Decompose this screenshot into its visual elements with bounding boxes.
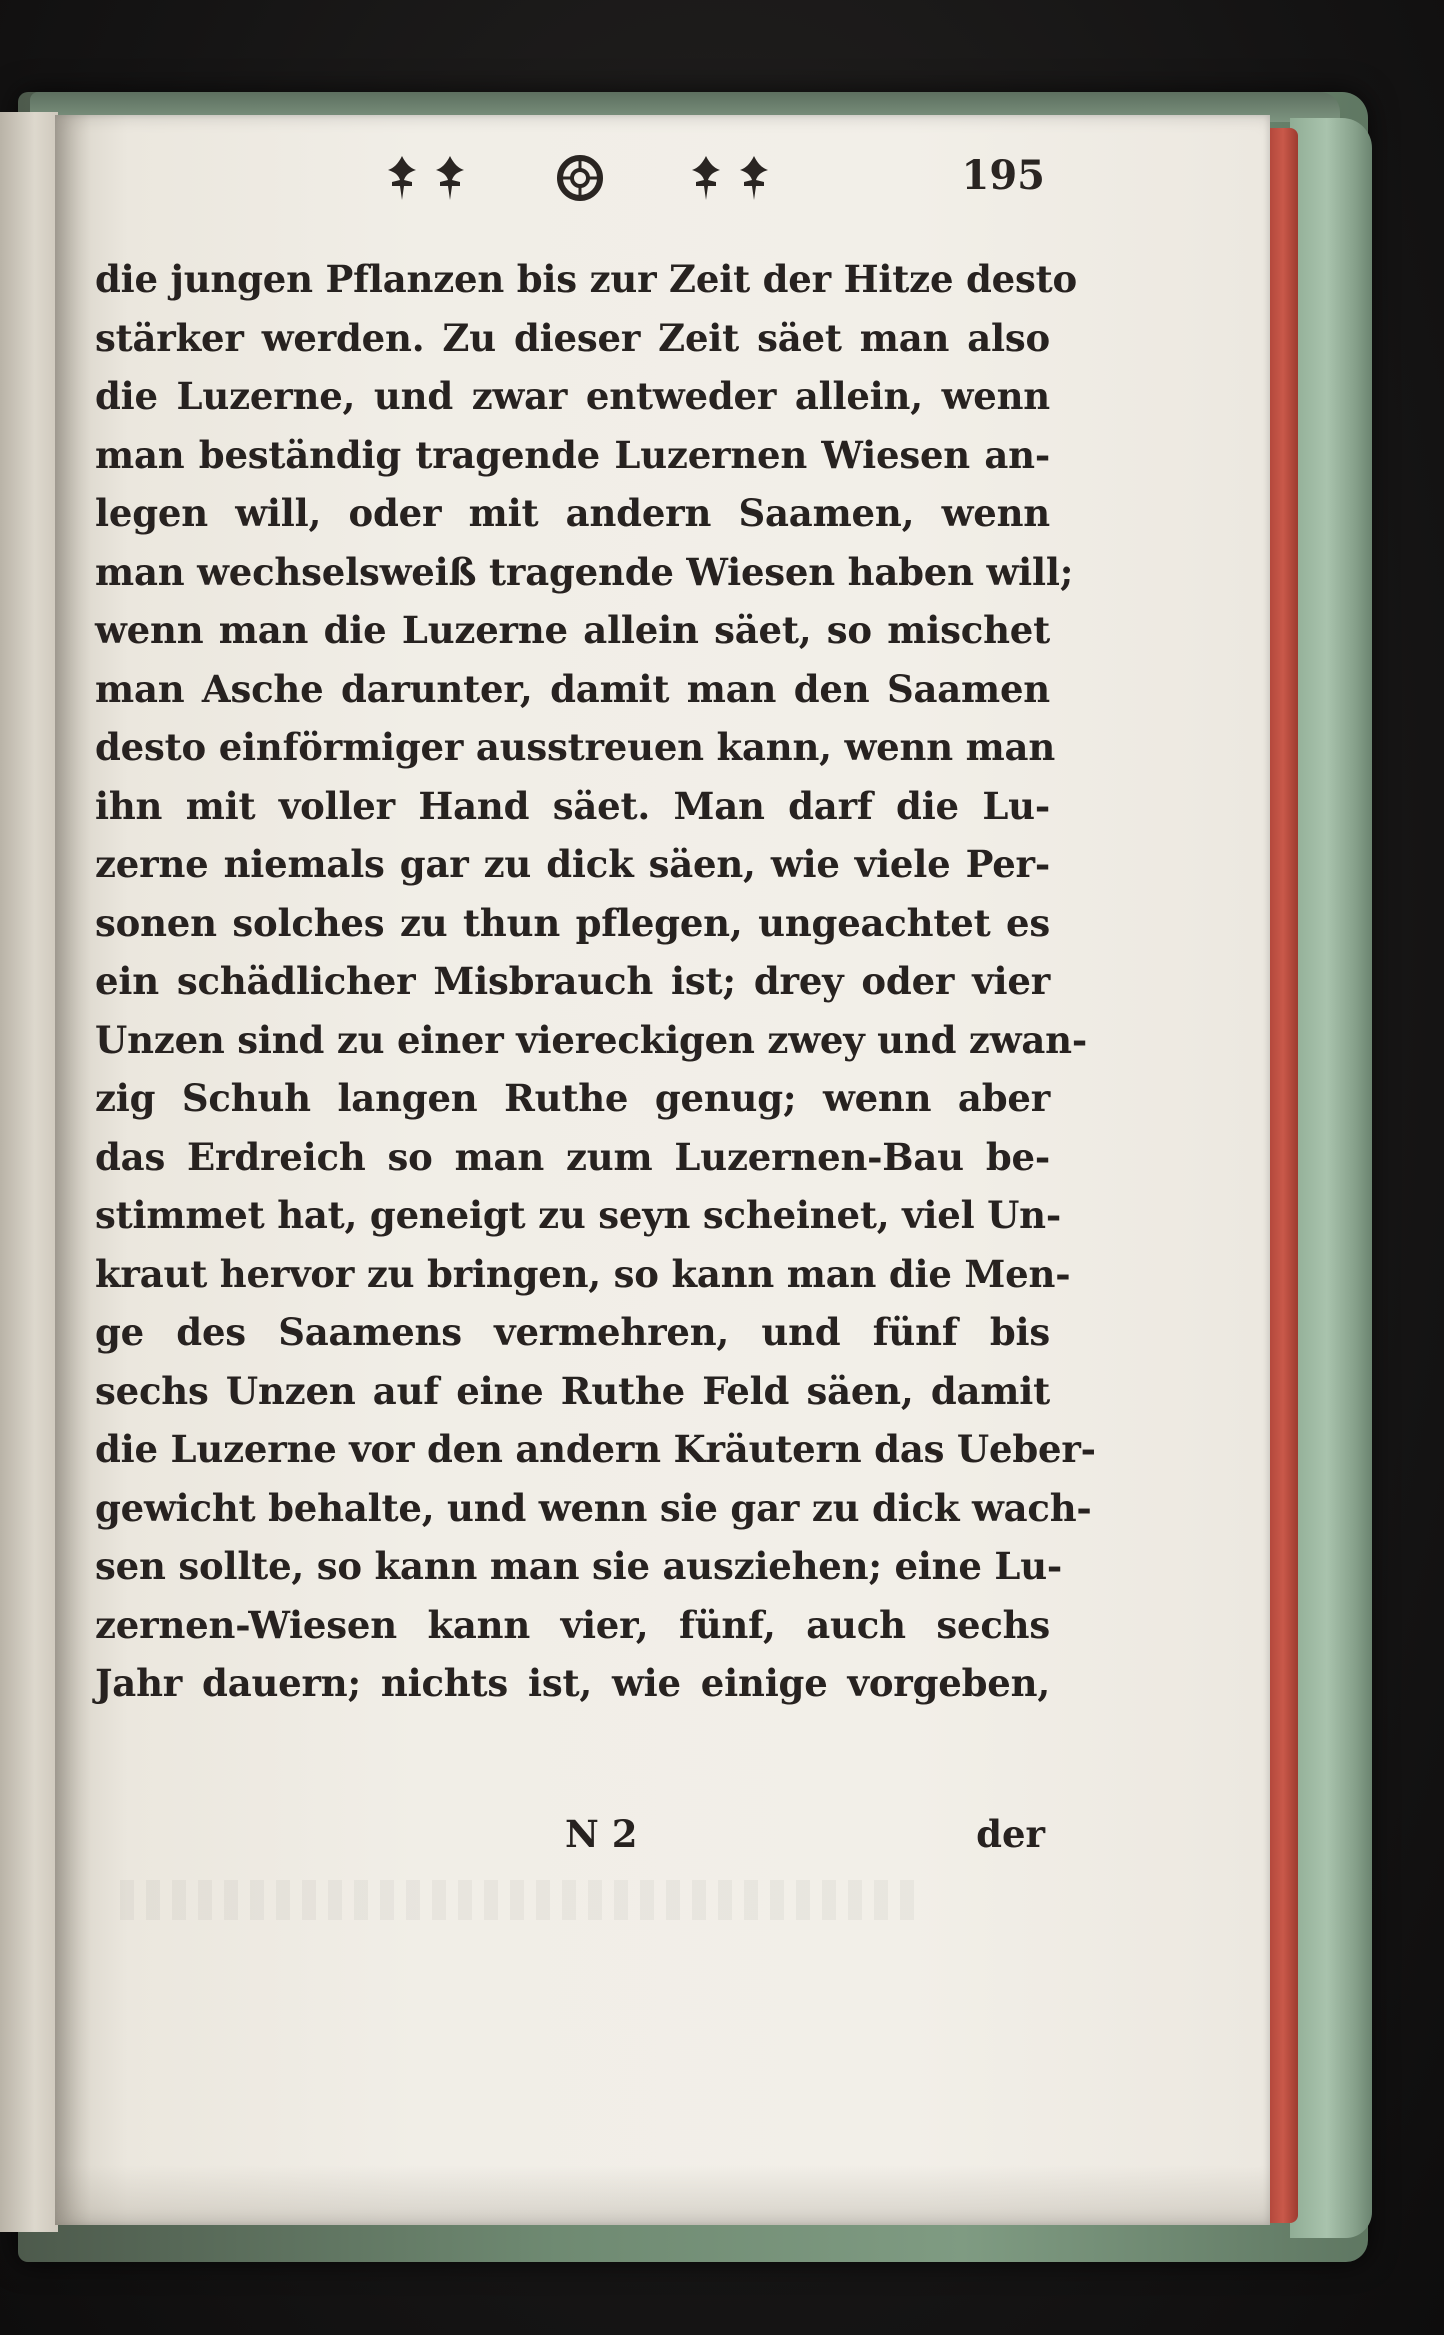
page-bottom-shade <box>55 2165 1270 2225</box>
text-line: man wechselsweiß tragende Wiesen haben will; <box>95 549 1074 594</box>
ink-bleed-through <box>120 1880 920 1920</box>
left-page-edge <box>0 112 58 2232</box>
text-line: zig Schuh langen Ruthe genug; wenn aber <box>95 1076 1050 1120</box>
text-line: desto einförmiger ausstreuen kann, wenn man <box>95 725 1056 769</box>
page-number: 195 <box>961 152 1045 199</box>
page-header-ornaments <box>380 148 780 208</box>
text-line: ein schädlicher Misbrauch ist; drey oder vier <box>95 959 1050 1003</box>
page-footer <box>95 1812 1050 1870</box>
fleur-de-lis-pair-icon <box>684 152 780 204</box>
text-line: kraut hervor zu bringen, so kann man die Men- <box>95 1251 1071 1296</box>
text-line: die jungen Pflanzen bis zur Zeit der Hitze desto <box>95 257 1077 301</box>
red-page-edge <box>1268 128 1298 2223</box>
text-line: Jahr dauern; nichts ist, wie einige vorgeben, <box>95 1661 1050 1705</box>
text-line: man Asche darunter, damit man den Saamen <box>95 666 1050 711</box>
text-line: sechs Unzen auf eine Ruthe Feld säen, damit <box>95 1368 1050 1413</box>
fleur-de-lis-pair-icon <box>380 152 476 204</box>
text-line: die Luzerne, und zwar entweder allein, wenn <box>95 374 1050 418</box>
text-line: wenn man die Luzerne allein säet, so mischet <box>95 608 1050 652</box>
text-line: die Luzerne vor den andern Kräutern das Ueber- <box>95 1427 1096 1471</box>
body-text <box>95 250 1096 1713</box>
text-line: zerne niemals gar zu dick säen, wie viele Per- <box>95 842 1050 886</box>
cover-right-edge <box>1290 118 1372 2238</box>
text-line: das Erdreich so man zum Luzernen-Bau be- <box>95 1134 1050 1179</box>
text-line: stärker werden. Zu dieser Zeit säet man also <box>95 315 1050 360</box>
text-line: sen sollte, so kann man sie ausziehen; eine Lu- <box>95 1544 1063 1588</box>
rosette-icon <box>555 153 605 203</box>
text-line: stimmet hat, geneigt zu seyn scheinet, viel Un- <box>95 1193 1062 1237</box>
text-line: Unzen sind zu einer viereckigen zwey und zwan- <box>95 1017 1088 1062</box>
signature-mark: N 2 <box>565 1812 638 1856</box>
text-line: man beständig tragende Luzernen Wiesen an- <box>95 432 1050 477</box>
text-line: sonen solches zu thun pflegen, ungeachtet es <box>95 900 1050 945</box>
text-line: legen will, oder mit andern Saamen, wenn <box>95 491 1050 535</box>
text-line: zernen-Wiesen kann vier, fünf, auch sechs <box>95 1602 1050 1647</box>
catchword: der <box>976 1812 1045 1856</box>
page-gutter-shadow <box>55 115 91 2225</box>
text-line: gewicht behalte, und wenn sie gar zu dick wach- <box>95 1485 1092 1530</box>
text-line: ihn mit voller Hand säet. Man darf die Lu- <box>95 783 1050 828</box>
text-line: ge des Saamens vermehren, und fünf bis <box>95 1310 1050 1354</box>
